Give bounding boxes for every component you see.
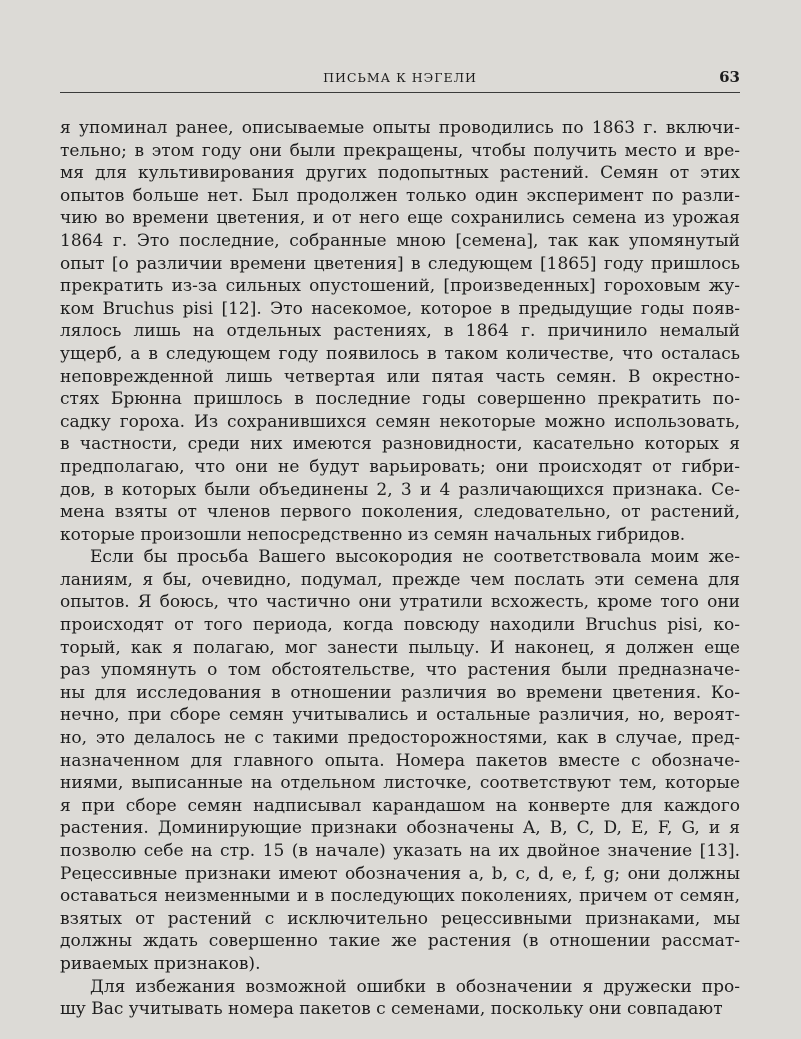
text-line: Для избежания возможной ошибки в обозначении я дружески про- xyxy=(90,976,740,997)
text-line: неповрежденной лишь четвертая или пятая часть семян. В окрестно- xyxy=(60,366,740,387)
text-line: мя для культивирования других подопытных растений. Семян от этих xyxy=(60,163,740,184)
text-line: Если бы просьба Вашего высокородия не соответствовала моим же- xyxy=(90,547,740,568)
text-line: Рецессивные признаки имеют обозначения a, b, c, d, e, f, g; они должны xyxy=(60,863,740,884)
text-line: мена взяты от членов первого поколения, следовательно, от растений, xyxy=(60,502,740,523)
text-line: ниями, выписанные на отдельном листочке, соответствуют тем, которые xyxy=(60,773,740,794)
page-number: 63 xyxy=(719,68,740,86)
text-line: растения. Доминирующие признаки обозначены A, B, C, D, E, F, G, и я xyxy=(60,818,740,839)
text-line: опытов больше нет. Был продолжен только один эксперимент по разли- xyxy=(60,185,740,206)
text-line: я при сборе семян надписывал карандашом на конверте для каждого xyxy=(60,795,740,816)
text-line: раз упомянуть о том обстоятельстве, что растения были предназначе- xyxy=(60,660,740,681)
text-line: назначенном для главного опыта. Номера пакетов вместе с обозначе- xyxy=(60,750,740,771)
page-header xyxy=(60,64,740,88)
text-line: прекратить из-за сильных опустошений, [произведенных] гороховым жу- xyxy=(60,276,740,297)
text-line: взятых от растений с исключительно рецессивными признаками, мы xyxy=(60,908,740,929)
text-line: нечно, при сборе семян учитывались и остальные различия, но, вероят- xyxy=(60,705,740,726)
body-text xyxy=(60,117,740,1021)
text-line: шу Вас учитывать номера пакетов с семенами, поскольку они совпадают xyxy=(60,999,723,1020)
text-line: позволю себе на стр. 15 (в начале) указать на их двойное значение [13]. xyxy=(60,841,740,861)
text-line: стях Брюнна пришлось в последние годы совершенно прекратить по- xyxy=(60,389,740,410)
text-line: ланиям, я бы, очевидно, подумал, прежде чем послать эти семена для xyxy=(60,569,740,590)
text-line: риваемых признаков). xyxy=(60,953,261,974)
text-line: оставаться неизменными и в последующих поколениях, причем от семян, xyxy=(60,886,740,907)
text-line: лялось лишь на отдельных растениях, в 1864 г. причинило немалый xyxy=(60,321,740,342)
text-line: дов, в которых были объединены 2, 3 и 4 различающихся признака. Се- xyxy=(60,479,740,500)
text-line: которые произошли непосредственно из семян начальных гибридов. xyxy=(60,524,686,545)
text-line: ны для исследования в отношении различия во времени цветения. Ко- xyxy=(60,682,740,703)
text-line: должны ждать совершенно такие же растения (в отношении рассмат- xyxy=(60,931,740,952)
running-head: ПИСЬМА К НЭГЕЛИ xyxy=(323,70,477,85)
text-line: я упоминал ранее, описываемые опыты проводились по 1863 г. включи- xyxy=(60,118,740,138)
text-line: чию во времени цветения, и от него еще сохранились семена из урожая xyxy=(60,208,740,229)
text-line: 1864 г. Это последние, собранные мною [семена], так как упомянутый xyxy=(60,230,740,251)
text-line: тельно; в этом году они были прекращены, чтобы получить место и вре- xyxy=(60,140,740,161)
text-line: опытов. Я боюсь, что частично они утратили всхожесть, кроме того они xyxy=(60,592,740,613)
text-line: опыт [о различии времени цветения] в следующем [1865] году пришлось xyxy=(60,253,740,274)
text-line: садку гороха. Из сохранившихся семян некоторые можно использовать, xyxy=(60,411,740,432)
header-rule xyxy=(60,92,740,93)
text-line: происходят от того периода, когда повсюду находили Bruchus pisi, ко- xyxy=(60,615,740,636)
text-line: ком Bruchus pisi [12]. Это насекомое, которое в предыдущие годы появ- xyxy=(60,298,740,319)
text-line: в частности, среди них имеются разновидности, касательно которых я xyxy=(60,434,740,455)
text-line: предполагаю, что они не будут варьировать; они происходят от гибри- xyxy=(60,456,740,477)
text-line: торый, как я полагаю, мог занести пыльцу. И наконец, я должен еще xyxy=(60,637,740,658)
text-line: ущерб, а в следующем году появилось в таком количестве, что осталась xyxy=(60,343,740,364)
text-line: но, это делалось не с такими предосторожностями, как в случае, пред- xyxy=(60,728,740,749)
